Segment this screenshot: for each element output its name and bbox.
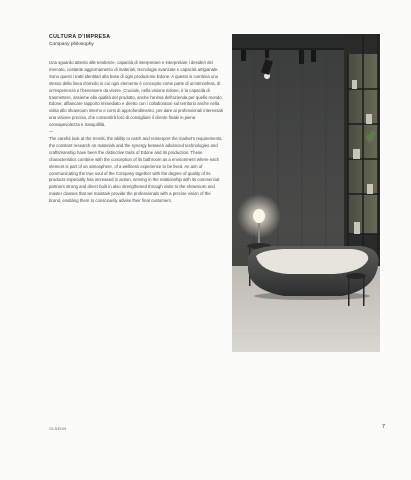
bathroom-photo	[232, 34, 380, 352]
section-title: CULTURA D'IMPRESA	[49, 34, 111, 40]
footer-brand: OLDEDN	[49, 427, 67, 431]
body-text	[49, 60, 224, 205]
section-subtitle: Company philosophy	[49, 42, 94, 47]
paragraph-separator: —	[49, 129, 54, 135]
page-number: 7	[382, 424, 385, 430]
paragraph-english: The careful look at the trends, the ability to catch and reinterpret the market's requirements, the constant research on materials and the synergy between advanced technologies and craftsmanship have been the distinctive traits of Edone and its production. These characteristics combine with the conception of its bathroom as a environment where each element is part of an atmosphere, of a wellness experience to be lived. An aim of communicating the true soul of the Company together with the degree of quality of its products especially has increased in action, serving in the relationship with its commercial partners strong and direct built in also strengthened through visits to the showroom and master classes that we maintain provide the professionals with a precise vision of the brand, enabling them to consciously advise their final customers.	[49, 135, 223, 204]
paragraph-italian: Una sguardo attento alle tendenze, capacità di interpretare e interpretare i desideri del mercato, costante aggiornamento di materiali, tecnologie avanzate e capacità artigianale. Sono questi i tratti identitari alla base di ogni produzione Edone. A questo si combina uno stesso della linea d'arredo in cui ogni elemento è concepito come parte di un'atmosfera, di un'esperienza e l'benessere da vivere. Cruciale, nella visione Edone, è la capacità di trasmettere, assieme alla qualità del prodotto, anche l'anima dell'azienda per quello mondo Edone; affiancare rapporto immediato e diretto con i collaboratori sul territorio anche nella visita allo showroom interno e corsi di approfondimento, per dare ai professionali interessati una visione precisa, che consentirà loro di consigliare il cliente finale in piena consapevolezza e tranquillità.	[49, 60, 223, 128]
